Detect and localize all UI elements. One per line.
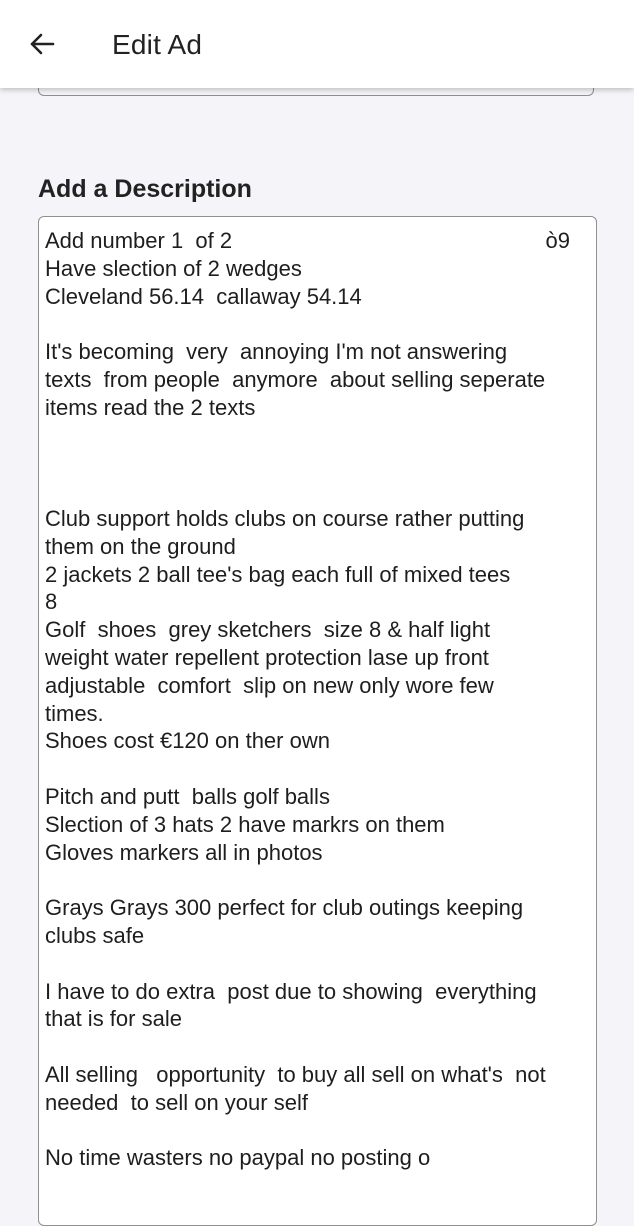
back-button[interactable] xyxy=(22,24,62,64)
description-text: Add number 1 of 2 Have slection of 2 wedges Cleveland 56.14 callaway 54.14 It's becoming very annoying I'm not answering texts from people anymore about selling seperate items read the 2 texts Club support holds clubs on course rather putting them on the ground 2 jackets 2 ball tee's bag each full of mixed tees 8 Golf shoes grey sketchers size 8 & half light weight water repellent protection lase up front adjustable comfort slip on new only wore few times. Shoes cost €120 on ther own Pitch and putt balls golf balls Slection of 3 hats 2 have markrs on them Gloves markers all in photos Grays Grays 300 perfect for club outings keeping clubs safe I have to do extra post due to showing everything that is for sale All selling opportunity to buy all sell on what's not needed to sell on your self No time wasters no paypal no posting o xyxy=(45,228,546,1171)
description-textarea[interactable] xyxy=(38,216,597,1226)
page-title: Edit Ad xyxy=(112,29,203,60)
arrow-left-icon xyxy=(28,32,56,56)
description-corner-text: ò9 xyxy=(545,228,570,253)
description-heading: Add a Description xyxy=(38,175,252,203)
app-bar xyxy=(0,0,634,88)
